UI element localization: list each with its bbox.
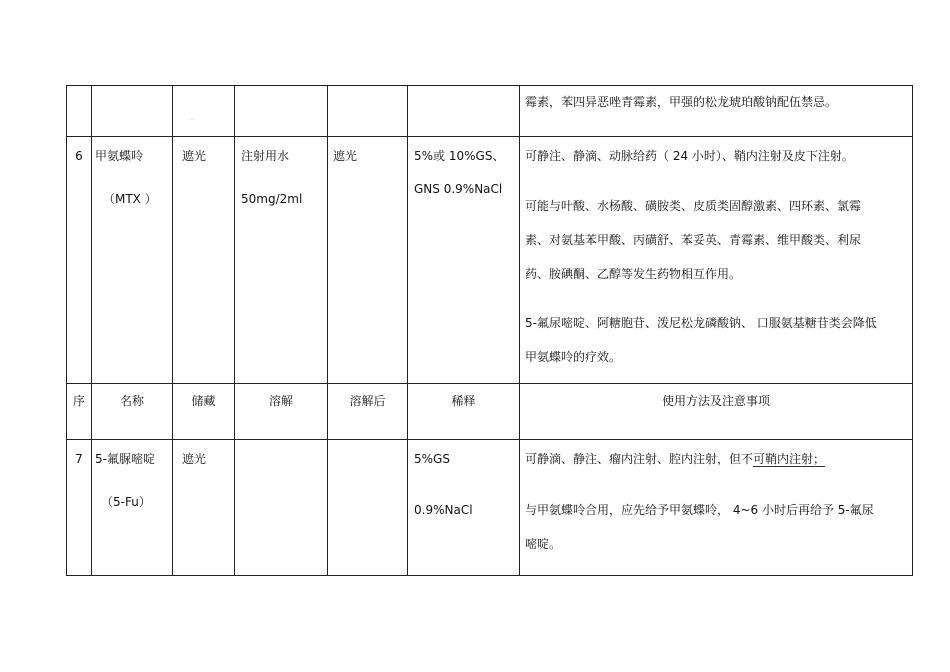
diluent-line: 0.9%NaCl: [414, 503, 473, 517]
drug-table: [66, 85, 913, 576]
header-solvent: 溶解: [235, 384, 328, 440]
notes-line: 5-氟尿嘧啶、阿糖胞苷、泼尼松龙磷酸钠、 口服氨基糖苷类会降低: [525, 316, 877, 330]
stray-mark: .: [191, 115, 193, 122]
header-diluent: 稀释: [408, 384, 520, 440]
cell-solvent: [235, 137, 328, 384]
notes-line: [525, 450, 912, 468]
cell-diluent: [408, 440, 520, 576]
cell-name: [92, 137, 173, 384]
drug-name: 甲氨蝶呤: [95, 149, 144, 163]
cell-no: [67, 440, 92, 576]
cell-diluent: [408, 86, 520, 137]
cell-notes: [520, 137, 913, 384]
notes-line: 素、对氨基苯甲酸、丙磺舒、苯妥英、青霉素、维甲酸类、利尿: [525, 233, 862, 247]
header-notes: 使用方法及注意事项: [520, 384, 913, 440]
header-after: 溶解后: [328, 384, 408, 440]
table-header-row: [67, 384, 913, 440]
notes-line: 嘧啶。: [525, 537, 562, 551]
cell-notes: [520, 440, 913, 576]
drug-abbr: （MTX ）: [103, 192, 157, 206]
cell-no: [67, 137, 92, 384]
cell-name: [92, 440, 173, 576]
header-no: 序: [67, 384, 92, 440]
cell-after: [328, 86, 408, 137]
cell-diluent: [408, 137, 520, 384]
cell-storage: [173, 440, 235, 576]
after-text: 遮光: [333, 149, 358, 163]
drug-abbr: （5-Fu）: [101, 495, 151, 509]
notes-underlined: 可鞘内注射；: [753, 452, 826, 466]
notes-text: 可静滴、静注、瘤内注射、腔内注射，但不: [525, 452, 754, 466]
table-row: [67, 137, 913, 384]
solvent-text: 注射用水: [241, 149, 290, 163]
cell-name: [92, 86, 173, 137]
cell-no: [67, 86, 92, 137]
storage-text: 遮光: [182, 149, 207, 163]
table-row: [67, 86, 913, 137]
solvent-conc: 50mg/2ml: [241, 192, 303, 206]
cell-solvent: [235, 440, 328, 576]
row-number: 7: [75, 452, 83, 466]
cell-storage: [173, 86, 235, 137]
drug-name: 5-氟脲嘧啶: [95, 452, 155, 466]
notes-line: 可静注、静滴、动脉给药（ 24 小时）、鞘内注射及皮下注射。: [525, 149, 854, 163]
diluent-line: GNS 0.9%NaCl: [414, 182, 503, 196]
header-storage: 储藏: [173, 384, 235, 440]
notes-line: 霉素，苯四异恶唑青霉素，甲强的松龙琥珀酸钠配伍禁忌。: [525, 95, 838, 109]
diluent-line: 5%GS: [414, 452, 450, 466]
cell-notes: [520, 86, 913, 137]
table-row: [67, 440, 913, 576]
header-name: 名称: [92, 384, 173, 440]
notes-line: 甲氨蝶呤的疗效。: [525, 350, 622, 364]
storage-text: 遮光: [182, 452, 207, 466]
cell-after: [328, 137, 408, 384]
diluent-line: 5%或 10%GS、: [414, 149, 505, 163]
cell-storage: [173, 137, 235, 384]
notes-line: 可能与叶酸、水杨酸、磺胺类、皮质类固醇激素、四环素、氯霉: [525, 199, 862, 213]
notes-line: 药、胺碘酮、乙醇等发生药物相互作用。: [525, 267, 742, 281]
notes-line: 与甲氨蝶呤合用，应先给予甲氨蝶呤， 4~6 小时后再给予 5-氟尿: [525, 503, 874, 517]
row-number: 6: [75, 149, 83, 163]
cell-solvent: [235, 86, 328, 137]
cell-after: [328, 440, 408, 576]
